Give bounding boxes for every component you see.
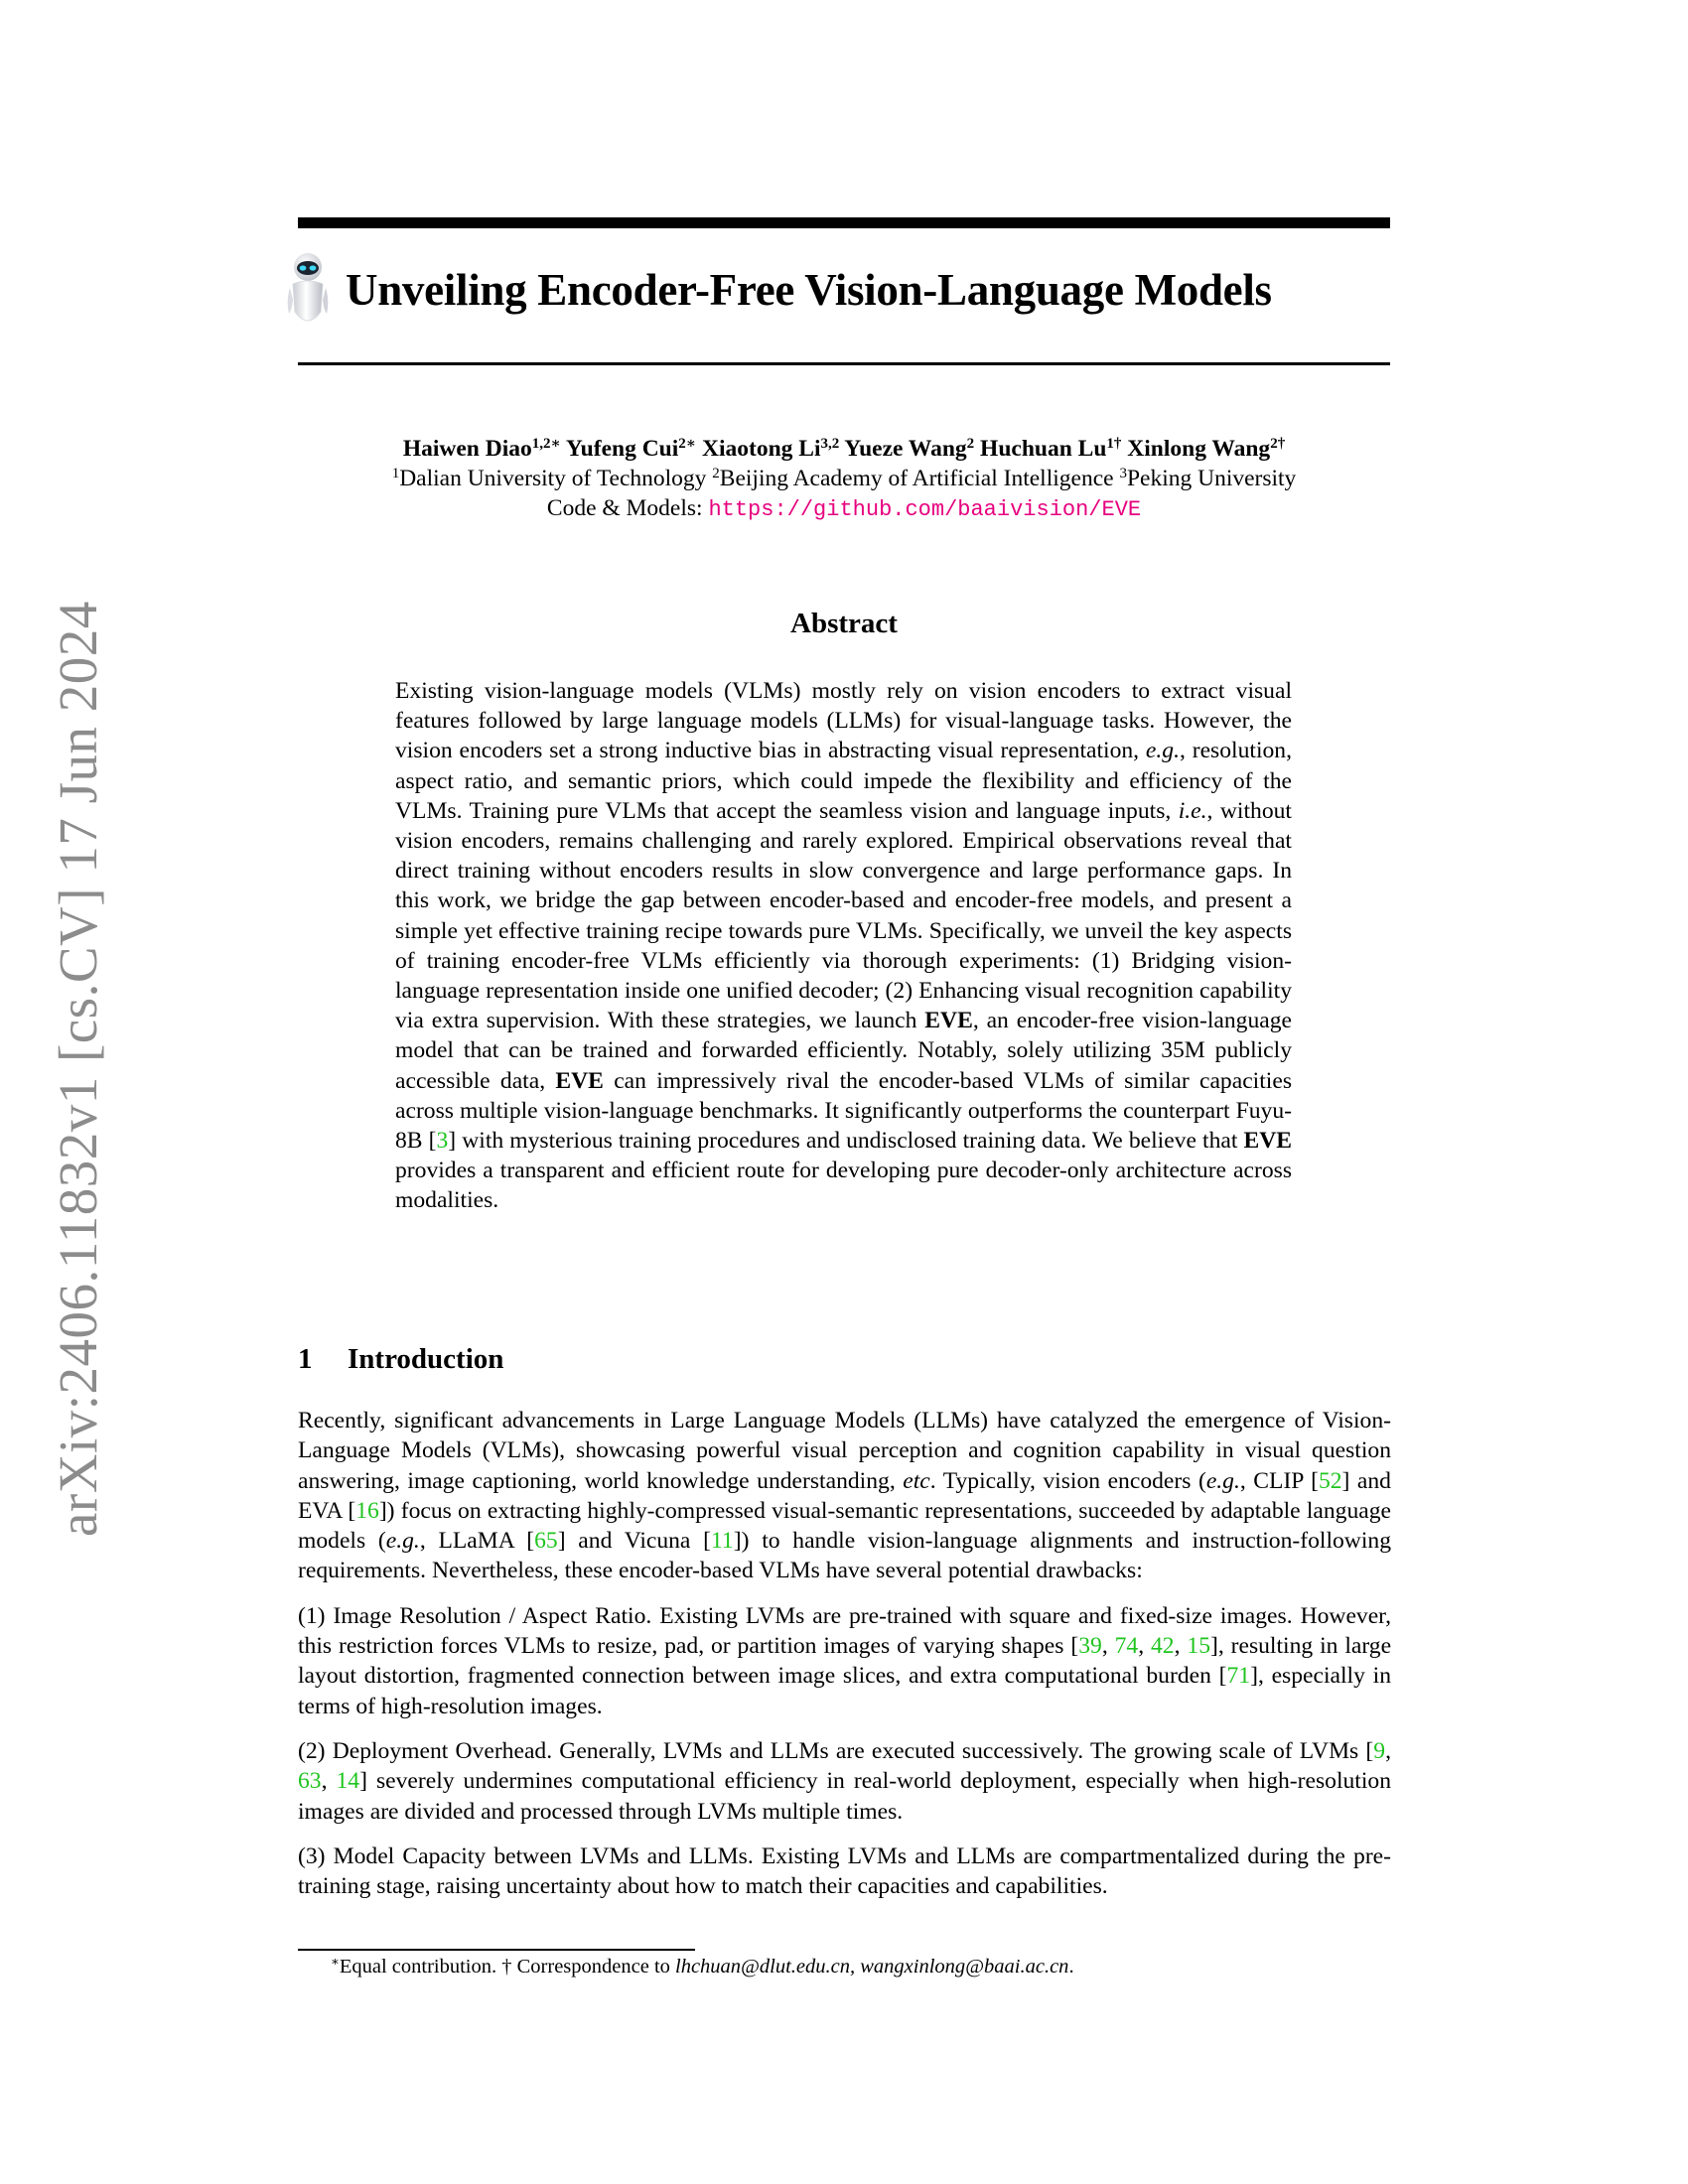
body-paragraph bbox=[298, 1736, 1391, 1827]
text-run: provides a transparent and efficient route for developing pure decoder-only architecture across modalities. bbox=[395, 1158, 1292, 1214]
paper-title: Unveiling Encoder-Free Vision-Language Models bbox=[346, 264, 1272, 315]
author-affiliation-mark: 2† bbox=[1270, 436, 1286, 452]
eve-robot-icon bbox=[284, 250, 334, 330]
citation-link[interactable]: 63 bbox=[298, 1768, 322, 1795]
author-affiliation-mark: 3,2 bbox=[820, 436, 840, 452]
section-number: 1 bbox=[298, 1343, 313, 1375]
author-name: Yueze Wang bbox=[844, 436, 967, 462]
author-list bbox=[298, 434, 1390, 464]
text-run: , without vision encoders, remains challenging and rarely explored. Empirical observations reveal that direct training without encoders results in slow convergence and large performance gaps. In this work, we bridge the gap between encoder-based and encoder-free models, and present a simple yet effective training recipe towards pure VLMs. Specifically, we unveil the key aspects of training encoder-free VLMs efficiently via thorough experiments: (1) Bridging vision-language representation inside one unified decoder; (2) Enhancing visual recognition capability via extra supervision. With these strategies, we launch bbox=[395, 797, 1292, 1034]
text-run: ], resulting in large layout distortion, fragmented connection between image slices, and extra computational burden [ bbox=[298, 1633, 1392, 1690]
bold-model-name: EVE bbox=[924, 1008, 973, 1034]
bold-model-name: EVE bbox=[555, 1067, 604, 1094]
footnote-rule bbox=[298, 1949, 695, 1951]
title-bottom-rule bbox=[298, 362, 1390, 365]
text-run: , CLIP [ bbox=[1239, 1467, 1319, 1494]
affiliation-mark: 1 bbox=[391, 466, 400, 481]
text-run: , bbox=[1101, 1633, 1115, 1660]
citation-link[interactable]: 42 bbox=[1151, 1633, 1175, 1660]
text-run: , LLaMA [ bbox=[419, 1528, 535, 1555]
text-run: ] with mysterious training procedures and undisclosed training data. We believe that bbox=[448, 1128, 1244, 1155]
citation-link[interactable]: 71 bbox=[1226, 1663, 1251, 1690]
correspondence-emails[interactable]: lhchuan@dlut.edu.cn, wangxinlong@baai.ac.cn bbox=[675, 1956, 1069, 1978]
author-block bbox=[298, 434, 1390, 525]
author-name: Yufeng Cui bbox=[565, 436, 679, 462]
code-line bbox=[298, 493, 1390, 525]
citation-link[interactable]: 9 bbox=[1373, 1737, 1386, 1764]
text-run: , bbox=[1138, 1633, 1151, 1660]
citation-link[interactable]: 74 bbox=[1114, 1633, 1139, 1660]
text-run: , bbox=[321, 1768, 337, 1795]
citation-link[interactable]: 52 bbox=[1318, 1467, 1342, 1494]
citation-link[interactable]: 3 bbox=[436, 1128, 449, 1155]
text-run: , bbox=[1174, 1633, 1188, 1660]
text-run: ]) focus on extracting highly-compressed visual-semantic representations, succeeded by adaptable language models ( bbox=[298, 1497, 1392, 1555]
text-run: (3) Model Capacity between LVMs and LLMs. Existing LVMs and LLMs are compartmentalized during the pre-training stage, raising uncertainty about how to match their capacities and capabilities. bbox=[298, 1843, 1391, 1900]
footnote bbox=[331, 1954, 1074, 1979]
citation-link[interactable]: 65 bbox=[534, 1528, 558, 1555]
citation-link[interactable]: 16 bbox=[355, 1497, 379, 1524]
equal-contribution-mark: ∗ bbox=[331, 1954, 340, 1969]
author-affiliation-mark: 2 bbox=[966, 436, 975, 452]
affiliation-list bbox=[298, 464, 1390, 493]
text-run: , resolution, aspect ratio, and semantic priors, which could impede the flexibility and efficiency of the VLMs. Training pure VLMs that accept the seamless vision and language inputs, bbox=[395, 738, 1292, 824]
affiliation-name: Dalian University of Technology bbox=[399, 466, 707, 491]
affiliation-name: Peking University bbox=[1126, 466, 1297, 491]
text-run: Existing vision-language models (VLMs) mostly rely on vision encoders to extract visual features followed by large language models (LLMs) for visual-language tasks. However, the vision encoders set a strong inductive bias in abstracting visual representation, bbox=[395, 678, 1292, 764]
body-paragraph bbox=[298, 1842, 1391, 1902]
author-affiliation-mark: 1† bbox=[1106, 436, 1122, 452]
text-run: (2) Deployment Overhead. Generally, LVMs and LLMs are executed successively. The growing scale of LVMs [ bbox=[298, 1737, 1374, 1764]
section-heading-introduction bbox=[298, 1342, 503, 1376]
abstract-paragraph bbox=[395, 676, 1292, 1216]
citation-link[interactable]: 11 bbox=[711, 1528, 734, 1555]
footnote-text: Equal contribution. † Correspondence to bbox=[339, 1956, 676, 1978]
title-top-rule bbox=[298, 217, 1390, 228]
text-run: (1) Image Resolution / Aspect Ratio. Existing LVMs are pre-trained with square and fixed-size images. However, this restriction forces VLMs to resize, pad, or partition images of varying shapes [ bbox=[298, 1602, 1391, 1660]
text-run: ] and EVA [ bbox=[298, 1467, 1391, 1524]
citation-link[interactable]: 14 bbox=[336, 1768, 360, 1795]
text-run: ]) to handle vision-language alignments and instruction-following requirements. Nevertheless, these encoder-based VLMs have several potential drawbacks: bbox=[298, 1528, 1391, 1584]
author-name: Huchuan Lu bbox=[980, 436, 1107, 462]
arxiv-stamp[interactable]: arXiv:2406.11832v1 [cs.CV] 17 Jun 2024 bbox=[48, 601, 108, 1537]
italic-text: etc bbox=[903, 1467, 930, 1494]
text-run: , bbox=[1385, 1737, 1391, 1764]
body-paragraph bbox=[298, 1406, 1391, 1586]
text-run: can impressively rival the encoder-based VLMs of similar capacities across multiple vision-language benchmarks. It significantly outperforms the counterpart Fuyu-8B [ bbox=[395, 1067, 1292, 1155]
text-run: ] and Vicuna [ bbox=[557, 1528, 712, 1555]
footnote-end: . bbox=[1068, 1956, 1074, 1978]
italic-text: e.g. bbox=[1205, 1467, 1240, 1494]
text-run: Recently, significant advancements in Large Language Models (LLMs) have catalyzed the emergence of Vision-Language Models (VLMs), showcasing powerful visual perception and cognition capability in visual question answering, image captioning, world knowledge understanding, bbox=[298, 1408, 1391, 1494]
text-run: . Typically, vision encoders ( bbox=[929, 1467, 1206, 1494]
citation-link[interactable]: 39 bbox=[1078, 1633, 1102, 1660]
text-run: , an encoder-free vision-language model that can be trained and forwarded efficiently. Notably, solely utilizing 35M publicly accessible data, bbox=[395, 1008, 1292, 1094]
abstract-body bbox=[395, 676, 1292, 1216]
title-row bbox=[284, 248, 1272, 332]
author-name: Haiwen Diao bbox=[402, 436, 532, 462]
abstract-heading: Abstract bbox=[790, 608, 898, 639]
text-run: ] severely undermines computational efficiency in real-world deployment, especially when high-resolution images are divided and processed through LVMs multiple times. bbox=[298, 1768, 1392, 1825]
body-paragraph bbox=[298, 1601, 1391, 1721]
code-label: Code & Models: bbox=[546, 495, 703, 521]
affiliation-mark: 3 bbox=[1119, 466, 1127, 481]
affiliation-mark: 2 bbox=[712, 466, 720, 481]
github-link[interactable]: https://github.com/baaivision/EVE bbox=[708, 497, 1142, 522]
section-title: Introduction bbox=[348, 1343, 504, 1375]
author-name: Xinlong Wang bbox=[1127, 436, 1271, 462]
bold-model-name: EVE bbox=[1243, 1128, 1293, 1155]
author-affiliation-mark: 2∗ bbox=[678, 436, 697, 452]
introduction-body bbox=[298, 1406, 1391, 1916]
text-run: ], especially in terms of high-resolution images. bbox=[298, 1663, 1392, 1719]
italic-text: e.g. bbox=[1145, 738, 1180, 764]
affiliation-name: Beijing Academy of Artificial Intelligence bbox=[719, 466, 1114, 491]
italic-text: e.g. bbox=[385, 1528, 420, 1555]
author-affiliation-mark: 1,2∗ bbox=[531, 436, 561, 452]
author-name: Xiaotong Li bbox=[702, 436, 821, 462]
italic-text: i.e. bbox=[1178, 797, 1207, 824]
citation-link[interactable]: 15 bbox=[1187, 1633, 1210, 1660]
